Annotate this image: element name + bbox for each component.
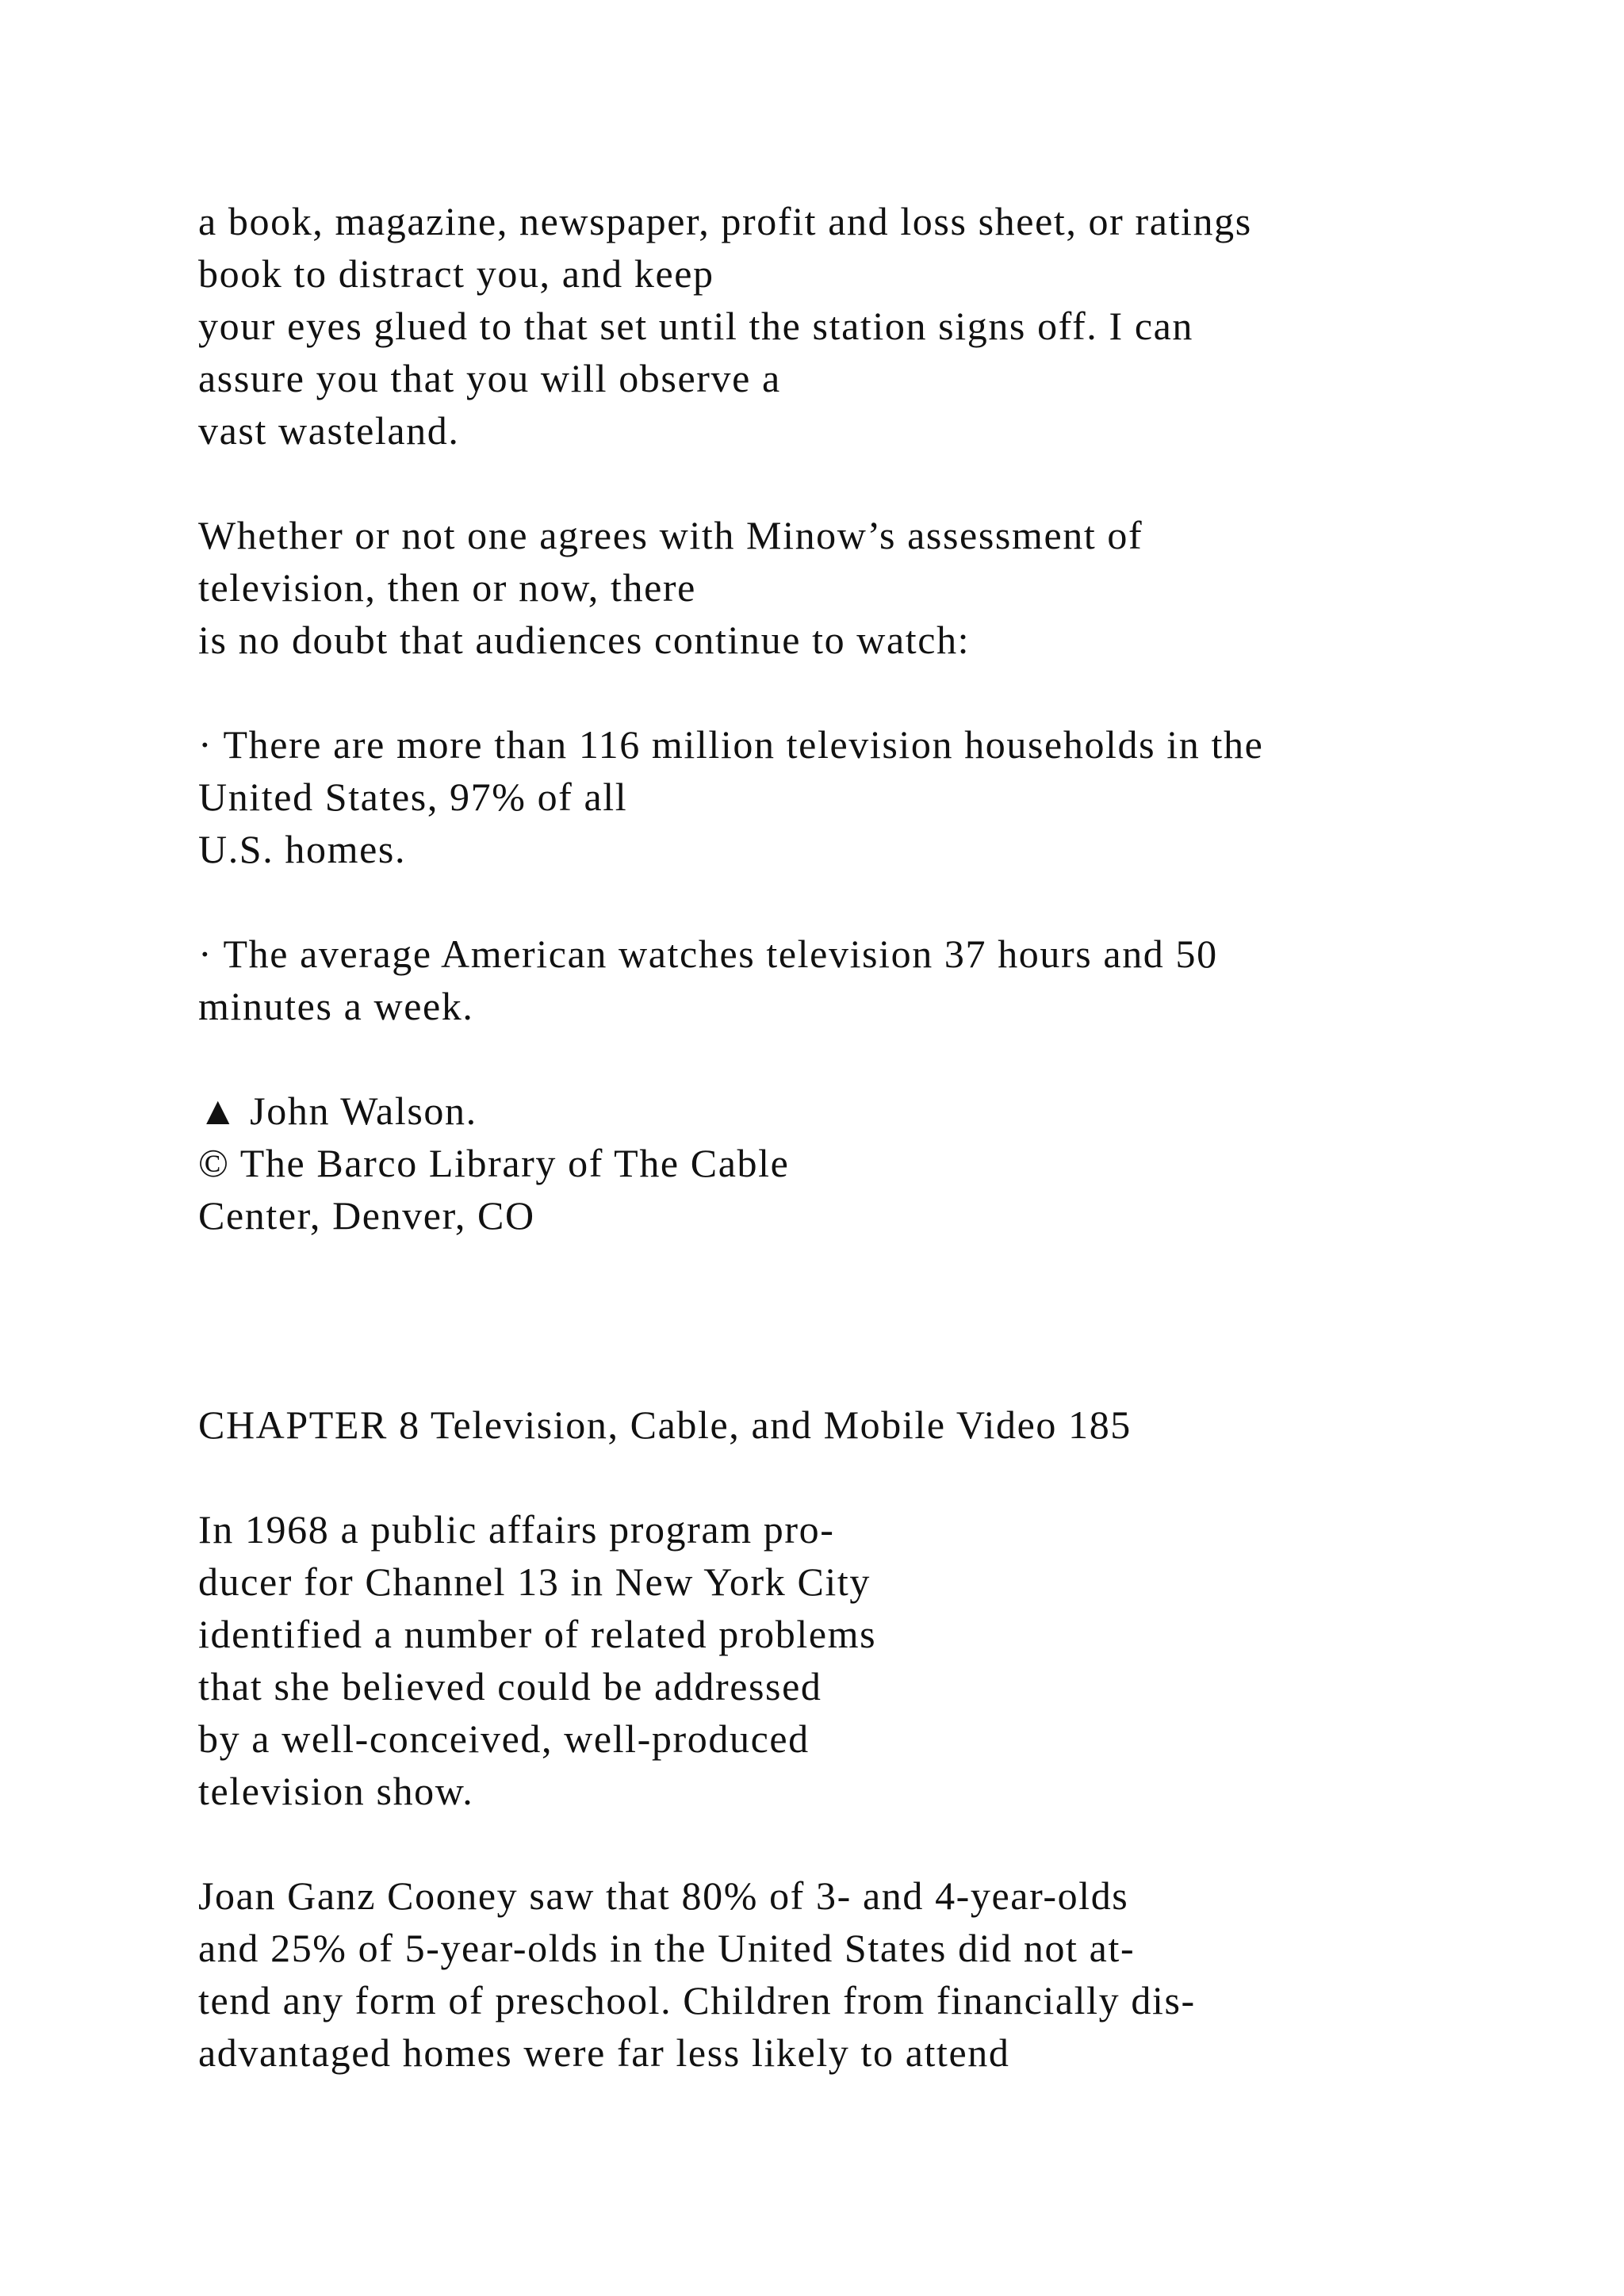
text-line: a book, magazine, newspaper, profit and loss sheet, or ratings (198, 199, 1252, 243)
paragraph-gap (198, 1817, 1594, 1869)
paragraph-wasteland (198, 195, 1594, 457)
caption-line: Center, Denver, CO (198, 1193, 535, 1238)
bullet-households (198, 718, 1594, 875)
text-line: advantaged homes were far less likely to attend (198, 2030, 1010, 2075)
text-line: by a well-conceived, well-produced (198, 1716, 810, 1761)
text-line: vast wasteland. (198, 408, 460, 453)
text-line: ducer for Channel 13 in New York City (198, 1559, 871, 1604)
text-line: television, then or now, there (198, 565, 696, 610)
text-line: United States, 97% of all (198, 775, 628, 819)
text-line: Whether or not one agrees with Minow’s assessment of (198, 513, 1143, 557)
paragraph-1968-producer (198, 1503, 1594, 1817)
text-line: book to distract you, and keep (198, 251, 714, 296)
page-body (198, 195, 1594, 2079)
text-line: · The average American watches television 37 hours and 50 (198, 932, 1218, 976)
text-line: In 1968 a public affairs program pro- (198, 1507, 835, 1552)
text-line: tend any form of preschool. Children from financially dis- (198, 1978, 1196, 2022)
text-line: minutes a week. (198, 984, 474, 1028)
text-line: is no doubt that audiences continue to watch: (198, 618, 971, 662)
paragraph-gap (198, 666, 1594, 718)
paragraph-gap (198, 457, 1594, 509)
paragraph-gap (198, 1032, 1594, 1085)
text-line: your eyes glued to that set until the station signs off. I can (198, 304, 1194, 348)
text-line: · There are more than 116 million television households in the (198, 722, 1264, 767)
text-line: and 25% of 5-year-olds in the United States did not at- (198, 1926, 1136, 1970)
caption-line: © The Barco Library of The Cable (198, 1141, 790, 1185)
text-line: that she believed could be addressed (198, 1664, 822, 1709)
paragraph-gap (198, 875, 1594, 928)
text-line: U.S. homes. (198, 827, 407, 871)
paragraph-cooney-preschool (198, 1869, 1594, 2079)
chapter-running-header (198, 1399, 1594, 1451)
text-line: assure you that you will observe a (198, 356, 781, 400)
section-gap (198, 1242, 1594, 1399)
photo-caption (198, 1085, 1594, 1242)
caption-line: ▲ John Walson. (198, 1089, 477, 1133)
bullet-viewing-hours (198, 928, 1594, 1032)
chapter-header-text: CHAPTER 8 Television, Cable, and Mobile Video 185 (198, 1402, 1132, 1447)
text-line: television show. (198, 1769, 474, 1813)
paragraph-gap (198, 1451, 1594, 1503)
paragraph-minow-assessment (198, 509, 1594, 666)
text-line: Joan Ganz Cooney saw that 80% of 3- and 4-year-olds (198, 1873, 1129, 1918)
text-line: identified a number of related problems (198, 1612, 877, 1656)
